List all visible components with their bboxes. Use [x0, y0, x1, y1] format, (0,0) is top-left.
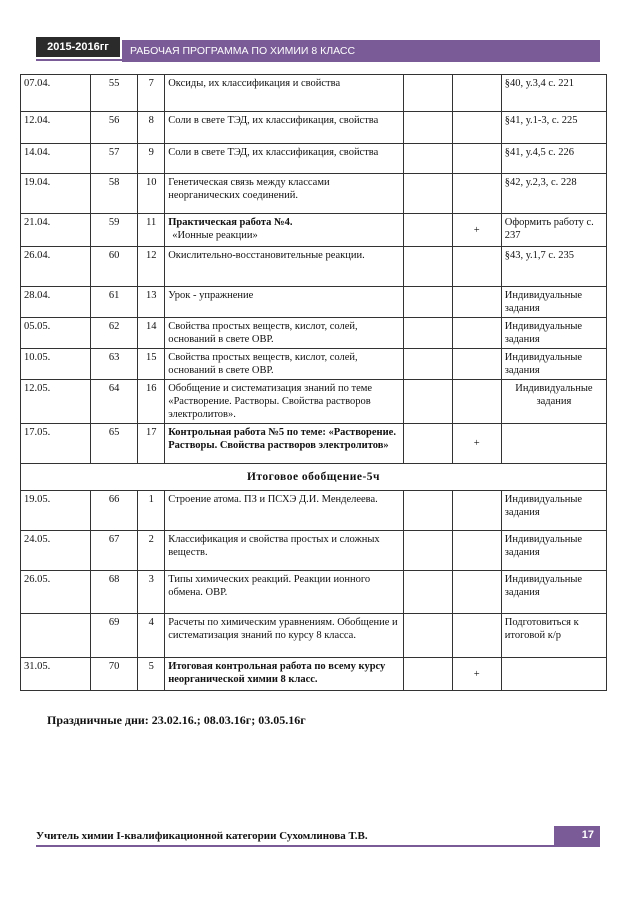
lesson-number: 63 [91, 349, 138, 380]
lesson-date: 12.04. [21, 112, 91, 144]
homework: Подготовиться к итоговой к/р [501, 614, 606, 658]
homework: §41, у.1-3, с. 225 [501, 112, 606, 144]
homework: Индивидуальные задания [501, 318, 606, 349]
empty-cell [403, 614, 452, 658]
empty-cell [403, 144, 452, 174]
empty-cell [403, 531, 452, 571]
lesson-topic: Контрольная работа №5 по теме: «Растворение. Растворы. Свойства растворов электролитов» [165, 424, 403, 464]
section-row [21, 464, 607, 491]
control-mark [452, 75, 501, 112]
table-row [21, 571, 607, 614]
lesson-date [21, 614, 91, 658]
empty-cell [403, 75, 452, 112]
lesson-number: 68 [91, 571, 138, 614]
topic-lesson-number: 12 [138, 247, 165, 287]
topic-lesson-number: 7 [138, 75, 165, 112]
control-mark [452, 174, 501, 214]
lesson-number: 69 [91, 614, 138, 658]
lesson-topic: Обобщение и систематизация знаний по теме «Растворение. Растворы. Свойства растворов электролитов». [165, 380, 403, 424]
empty-cell [403, 214, 452, 247]
table-row [21, 614, 607, 658]
table-row [21, 75, 607, 112]
homework [501, 424, 606, 464]
table-row [21, 531, 607, 571]
empty-cell [403, 318, 452, 349]
empty-cell [403, 247, 452, 287]
lesson-date: 19.04. [21, 174, 91, 214]
lesson-plan-table [20, 74, 607, 691]
control-mark [452, 531, 501, 571]
lesson-date: 21.04. [21, 214, 91, 247]
topic-lesson-number: 4 [138, 614, 165, 658]
lesson-date: 12.05. [21, 380, 91, 424]
homework: Индивидуальные задания [501, 571, 606, 614]
homework: §41, у.4,5 с. 226 [501, 144, 606, 174]
control-mark [452, 144, 501, 174]
table-row [21, 174, 607, 214]
lesson-number: 64 [91, 380, 138, 424]
empty-cell [403, 112, 452, 144]
lesson-date: 28.04. [21, 287, 91, 318]
table-row [21, 380, 607, 424]
topic-lesson-number: 11 [138, 214, 165, 247]
table-row [21, 112, 607, 144]
lesson-date: 10.05. [21, 349, 91, 380]
homework: Индивидуальные задания [501, 380, 606, 424]
lesson-topic: Оксиды, их классификация и свойства [165, 75, 403, 112]
practical-subtitle: «Ионные реакции» [172, 230, 258, 241]
topic-lesson-number: 8 [138, 112, 165, 144]
practical-title: Практическая работа №4. [168, 217, 293, 228]
lesson-number: 56 [91, 112, 138, 144]
empty-cell [403, 380, 452, 424]
lesson-date: 26.04. [21, 247, 91, 287]
lesson-topic: Урок - упражнение [165, 287, 403, 318]
lesson-topic: Соли в свете ТЭД, их классификация, свойства [165, 112, 403, 144]
control-mark [452, 318, 501, 349]
lesson-number: 65 [91, 424, 138, 464]
lesson-topic: Соли в свете ТЭД, их классификация, свойства [165, 144, 403, 174]
empty-cell [403, 349, 452, 380]
footer-teacher: Учитель химии I-квалификационной категории Сухомлинова Т.В. [36, 830, 368, 842]
lesson-number: 61 [91, 287, 138, 318]
topic-lesson-number: 2 [138, 531, 165, 571]
topic-lesson-number: 13 [138, 287, 165, 318]
page-number: 17 [554, 826, 600, 845]
control-mark [452, 614, 501, 658]
lesson-topic: Расчеты по химическим уравнениям. Обобщение и систематизация знаний по курсу 8 класса. [165, 614, 403, 658]
lesson-topic: Итоговая контрольная работа по всему курсу неорганической химии 8 класс. [165, 658, 403, 691]
lesson-date: 24.05. [21, 531, 91, 571]
homework: Индивидуальные задания [501, 287, 606, 318]
lesson-topic: Свойства простых веществ, кислот, солей, оснований в свете ОВР. [165, 318, 403, 349]
lesson-date: 14.04. [21, 144, 91, 174]
table-row [21, 424, 607, 464]
lesson-date: 19.05. [21, 491, 91, 531]
lesson-date: 31.05. [21, 658, 91, 691]
topic-lesson-number: 1 [138, 491, 165, 531]
lesson-topic [165, 214, 403, 247]
table-row [21, 349, 607, 380]
lesson-topic: Классификация и свойства простых и сложных веществ. [165, 531, 403, 571]
lesson-date: 17.05. [21, 424, 91, 464]
lesson-topic: Окислительно-восстановительные реакции. [165, 247, 403, 287]
footer-divider [36, 845, 600, 847]
table-row [21, 318, 607, 349]
lesson-plan-body [21, 75, 607, 691]
topic-lesson-number: 5 [138, 658, 165, 691]
empty-cell [403, 571, 452, 614]
control-mark: + [452, 214, 501, 247]
control-mark [452, 287, 501, 318]
lesson-date: 26.05. [21, 571, 91, 614]
topic-lesson-number: 16 [138, 380, 165, 424]
lesson-number: 66 [91, 491, 138, 531]
header-divider [36, 59, 600, 61]
lesson-topic: Генетическая связь между классами неорганических соединений. [165, 174, 403, 214]
control-mark [452, 491, 501, 531]
header-year: 2015-2016гг [36, 37, 120, 57]
empty-cell [403, 491, 452, 531]
lesson-number: 62 [91, 318, 138, 349]
control-mark [452, 571, 501, 614]
lesson-number: 58 [91, 174, 138, 214]
topic-lesson-number: 14 [138, 318, 165, 349]
homework: Индивидуальные задания [501, 531, 606, 571]
lesson-date: 07.04. [21, 75, 91, 112]
homework: Индивидуальные задания [501, 349, 606, 380]
table-row [21, 287, 607, 318]
table-row [21, 491, 607, 531]
topic-lesson-number: 17 [138, 424, 165, 464]
control-mark: + [452, 424, 501, 464]
table-row [21, 247, 607, 287]
homework: §40, у.3,4 с. 221 [501, 75, 606, 112]
control-mark: + [452, 658, 501, 691]
lesson-topic: Типы химических реакций. Реакции ионного обмена. ОВР. [165, 571, 403, 614]
control-mark [452, 247, 501, 287]
lesson-number: 55 [91, 75, 138, 112]
lesson-number: 57 [91, 144, 138, 174]
holidays-note: Праздничные дни: 23.02.16.; 08.03.16г; 03.05.16г [47, 713, 306, 727]
empty-cell [403, 424, 452, 464]
lesson-number: 70 [91, 658, 138, 691]
lesson-number: 67 [91, 531, 138, 571]
control-mark [452, 380, 501, 424]
topic-lesson-number: 9 [138, 144, 165, 174]
section-title: Итоговое обобщение-5ч [21, 464, 607, 491]
lesson-topic: Строение атома. ПЗ и ПСХЭ Д.И. Менделеева. [165, 491, 403, 531]
lesson-topic: Свойства простых веществ, кислот, солей, оснований в свете ОВР. [165, 349, 403, 380]
homework: §43, у.1,7 с. 235 [501, 247, 606, 287]
topic-lesson-number: 15 [138, 349, 165, 380]
homework: §42, у.2,3, с. 228 [501, 174, 606, 214]
lesson-number: 59 [91, 214, 138, 247]
homework [501, 658, 606, 691]
topic-lesson-number: 3 [138, 571, 165, 614]
control-mark [452, 349, 501, 380]
header-title: РАБОЧАЯ ПРОГРАММА ПО ХИМИИ 8 КЛАСС [122, 40, 600, 62]
empty-cell [403, 287, 452, 318]
table-row [21, 214, 607, 247]
homework: Оформить работу с. 237 [501, 214, 606, 247]
control-mark [452, 112, 501, 144]
empty-cell [403, 174, 452, 214]
homework: Индивидуальные задания [501, 491, 606, 531]
table-row [21, 144, 607, 174]
table-row [21, 658, 607, 691]
lesson-number: 60 [91, 247, 138, 287]
empty-cell [403, 658, 452, 691]
topic-lesson-number: 10 [138, 174, 165, 214]
lesson-date: 05.05. [21, 318, 91, 349]
